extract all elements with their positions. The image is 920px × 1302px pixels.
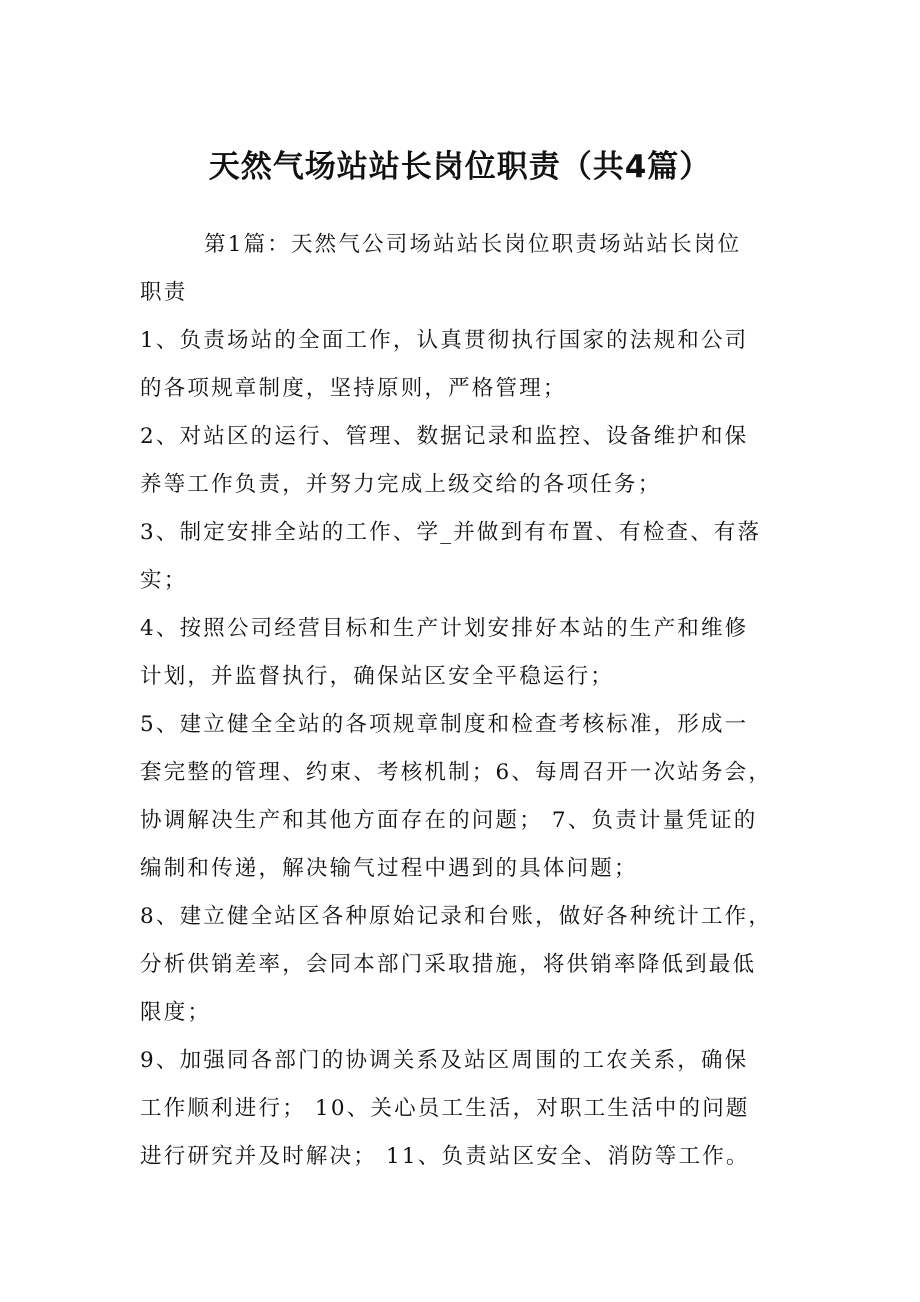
text-line: 分析供销差率，会同本部门采取措施，将供销率降低到最低 — [140, 952, 757, 977]
text-line: 编制和传递，解决输气过程中遇到的具体问题； — [140, 856, 638, 881]
document-title: 天然气场站站长岗位职责（共4篇） — [208, 149, 712, 185]
text-line: 进行研究并及时解决； 11、负责站区安全、消防等工作。 — [140, 1144, 750, 1169]
text-line: 9、加强同各部门的协调关系及站区周围的工农关系，确保 — [140, 1048, 749, 1073]
text-line: 2、对站区的运行、管理、数据记录和监控、设备维护和保 — [140, 424, 749, 449]
text-line: 8、建立健全站区各种原始记录和台账，做好各种统计工作， — [140, 904, 773, 929]
text-line: 套完整的管理、约束、考核机制；6、每周召开一次站务会， — [140, 760, 773, 785]
text-line: 计划，并监督执行，确保站区安全平稳运行； — [140, 664, 615, 689]
text-line: 5、建立健全全站的各项规章制度和检查考核标准，形成一 — [140, 712, 749, 737]
section-heading-line: 第1篇：天然气公司场站站长岗位职责场站站长岗位 — [204, 232, 742, 257]
text-line: 养等工作负责，并努力完成上级交给的各项任务； — [140, 472, 662, 497]
text-line: 协调解决生产和其他方面存在的问题； 7、负责计量凭证的 — [140, 808, 758, 833]
text-line: 1、负责场站的全面工作，认真贯彻执行国家的法规和公司 — [140, 328, 749, 353]
text-line: 工作顺利进行； 10、关心员工生活，对职工生活中的问题 — [140, 1096, 750, 1121]
text-line: 实； — [140, 568, 188, 593]
text-line: 职责 — [140, 280, 188, 305]
text-line: 的各项规章制度，坚持原则，严格管理； — [140, 376, 567, 401]
text-line: 4、按照公司经营目标和生产计划安排好本站的生产和维修 — [140, 616, 749, 641]
text-line: 限度； — [140, 1000, 212, 1025]
text-line: 3、制定安排全站的工作、学_并做到有布置、有检查、有落 — [140, 520, 762, 545]
document-body — [140, 221, 792, 1181]
